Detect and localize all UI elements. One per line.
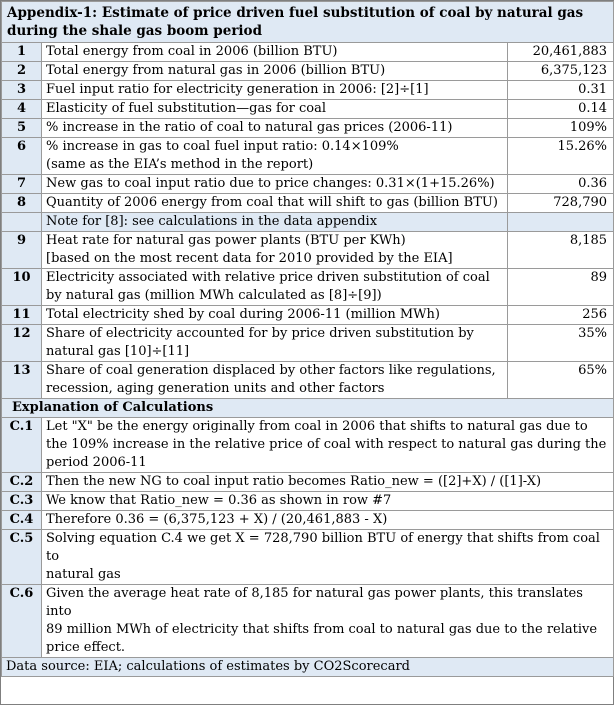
row-description-line-2: [based on the most recent data for 2010 provided by the EIA] [46, 251, 453, 266]
row-description: Total electricity shed by coal during 2006-11 (million MWh) [42, 306, 508, 325]
table-row [2, 119, 614, 138]
row-description: % increase in the ratio of coal to natural gas prices (2006-11) [42, 119, 508, 138]
row-number: 2 [2, 62, 42, 81]
row-value: 20,461,883 [508, 43, 614, 62]
row-number: 11 [2, 306, 42, 325]
row-description: Fuel input ratio for electricity generation in 2006: [2]÷[1] [42, 81, 508, 100]
calc-text-line-1: Then the new NG to coal input ratio becomes Ratio_new = ([2]+X) / ([1]-X) [46, 474, 542, 489]
row-value: 728,790 [508, 194, 614, 213]
table-title [2, 2, 614, 43]
row-value: 0.36 [508, 175, 614, 194]
row-description: Quantity of 2006 energy from coal that will shift to gas (billion BTU) [42, 194, 508, 213]
row-description [42, 232, 508, 269]
appendix-table [1, 1, 614, 677]
table-row [2, 43, 614, 62]
row-number [2, 213, 42, 232]
row-number: 4 [2, 100, 42, 119]
row-value: 35% [508, 325, 614, 362]
row-number: 10 [2, 269, 42, 306]
row-description: Total energy from natural gas in 2006 (billion BTU) [42, 62, 508, 81]
row-description-line-1: Share of coal generation displaced by other factors like regulations, [46, 363, 496, 378]
calc-text-line-3: price effect. [46, 640, 126, 655]
row-value: 15.26% [508, 138, 614, 175]
calc-row [2, 530, 614, 585]
calc-text-line-1: Therefore 0.36 = (6,375,123 + X) / (20,461,883 - X) [46, 512, 388, 527]
row-description-line-2: natural gas [10]÷[11] [46, 344, 190, 359]
table-row [2, 362, 614, 399]
calc-row [2, 492, 614, 511]
row-description [42, 362, 508, 399]
row-description: Elasticity of fuel substitution—gas for coal [42, 100, 508, 119]
row-number: 6 [2, 138, 42, 175]
row-description-line-1: % increase in gas to coal fuel input ratio: 0.14×109% [46, 139, 399, 154]
calc-text-line-1: We know that Ratio_new = 0.36 as shown in row #7 [46, 493, 392, 508]
calc-text-line-1: Solving equation C.4 we get X = 728,790 billion BTU of energy that shifts from coal to [46, 531, 600, 564]
row-description-line-1: Heat rate for natural gas power plants (BTU per KWh) [46, 233, 406, 248]
row-description-line-2: (same as the EIA’s method in the report) [46, 157, 314, 172]
calc-number: C.6 [2, 585, 42, 658]
calc-row [2, 418, 614, 473]
row-value: 6,375,123 [508, 62, 614, 81]
calc-text-line-1: Given the average heat rate of 8,185 for natural gas power plants, this translates into [46, 586, 583, 619]
row-value: 109% [508, 119, 614, 138]
row-description-line-1: Share of electricity accounted for by price driven substitution by [46, 326, 474, 341]
row-description [42, 138, 508, 175]
table-row [2, 306, 614, 325]
table-row [2, 325, 614, 362]
row-description-line-1: Electricity associated with relative price driven substitution of coal [46, 270, 490, 285]
row-description: Note for [8]: see calculations in the data appendix [42, 213, 508, 232]
row-description-line-2: recession, aging generation units and other factors [46, 381, 385, 396]
table-title-row [2, 2, 614, 43]
row-number: 13 [2, 362, 42, 399]
calc-number: C.5 [2, 530, 42, 585]
row-description [42, 325, 508, 362]
calc-text-line-2: natural gas [46, 567, 121, 582]
row-value: 0.31 [508, 81, 614, 100]
row-number: 1 [2, 43, 42, 62]
table-row [2, 194, 614, 213]
row-value: 256 [508, 306, 614, 325]
calc-row [2, 511, 614, 530]
calc-row [2, 473, 614, 492]
table-row [2, 269, 614, 306]
calc-number: C.3 [2, 492, 42, 511]
row-value: 65% [508, 362, 614, 399]
table-row [2, 175, 614, 194]
table-row [2, 232, 614, 269]
table-row-note [2, 213, 614, 232]
data-source-note: Data source: EIA; calculations of estimates by CO2Scorecard [2, 658, 614, 677]
calc-row [2, 585, 614, 658]
table-row [2, 100, 614, 119]
row-number: 7 [2, 175, 42, 194]
row-number: 12 [2, 325, 42, 362]
row-description: New gas to coal input ratio due to price changes: 0.31×(1+15.26%) [42, 175, 508, 194]
row-value [508, 213, 614, 232]
calc-number: C.2 [2, 473, 42, 492]
calc-text [42, 585, 614, 658]
calc-text [42, 418, 614, 473]
calc-text-line-1: Let "X" be the energy originally from coal in 2006 that shifts to natural gas due to [46, 419, 588, 434]
table-row [2, 81, 614, 100]
explanation-header-row [2, 399, 614, 418]
calc-text [42, 473, 614, 492]
footer-row [2, 658, 614, 677]
table-title-line-1: Appendix-1: Estimate of price driven fuel substitution of coal by natural gas [7, 5, 584, 21]
row-number: 5 [2, 119, 42, 138]
calc-text-line-2: 89 million MWh of electricity that shifts from coal to natural gas due to the relative [46, 622, 598, 637]
row-description: Total energy from coal in 2006 (billion BTU) [42, 43, 508, 62]
row-description [42, 269, 508, 306]
table-title-line-2: during the shale gas boom period [7, 23, 263, 39]
calc-text [42, 530, 614, 585]
row-value: 89 [508, 269, 614, 306]
row-description-line-2: by natural gas (million MWh calculated as [8]÷[9]) [46, 288, 382, 303]
calc-number: C.4 [2, 511, 42, 530]
calc-text-line-2: the 109% increase in the relative price of coal with respect to natural gas during the [46, 437, 607, 452]
explanation-header: Explanation of Calculations [2, 399, 614, 418]
calc-text [42, 492, 614, 511]
row-number: 9 [2, 232, 42, 269]
row-value: 0.14 [508, 100, 614, 119]
row-number: 3 [2, 81, 42, 100]
calc-text-line-3: period 2006-11 [46, 455, 147, 470]
calc-text [42, 511, 614, 530]
calc-number: C.1 [2, 418, 42, 473]
table-row [2, 62, 614, 81]
table-row [2, 138, 614, 175]
row-value: 8,185 [508, 232, 614, 269]
row-number: 8 [2, 194, 42, 213]
